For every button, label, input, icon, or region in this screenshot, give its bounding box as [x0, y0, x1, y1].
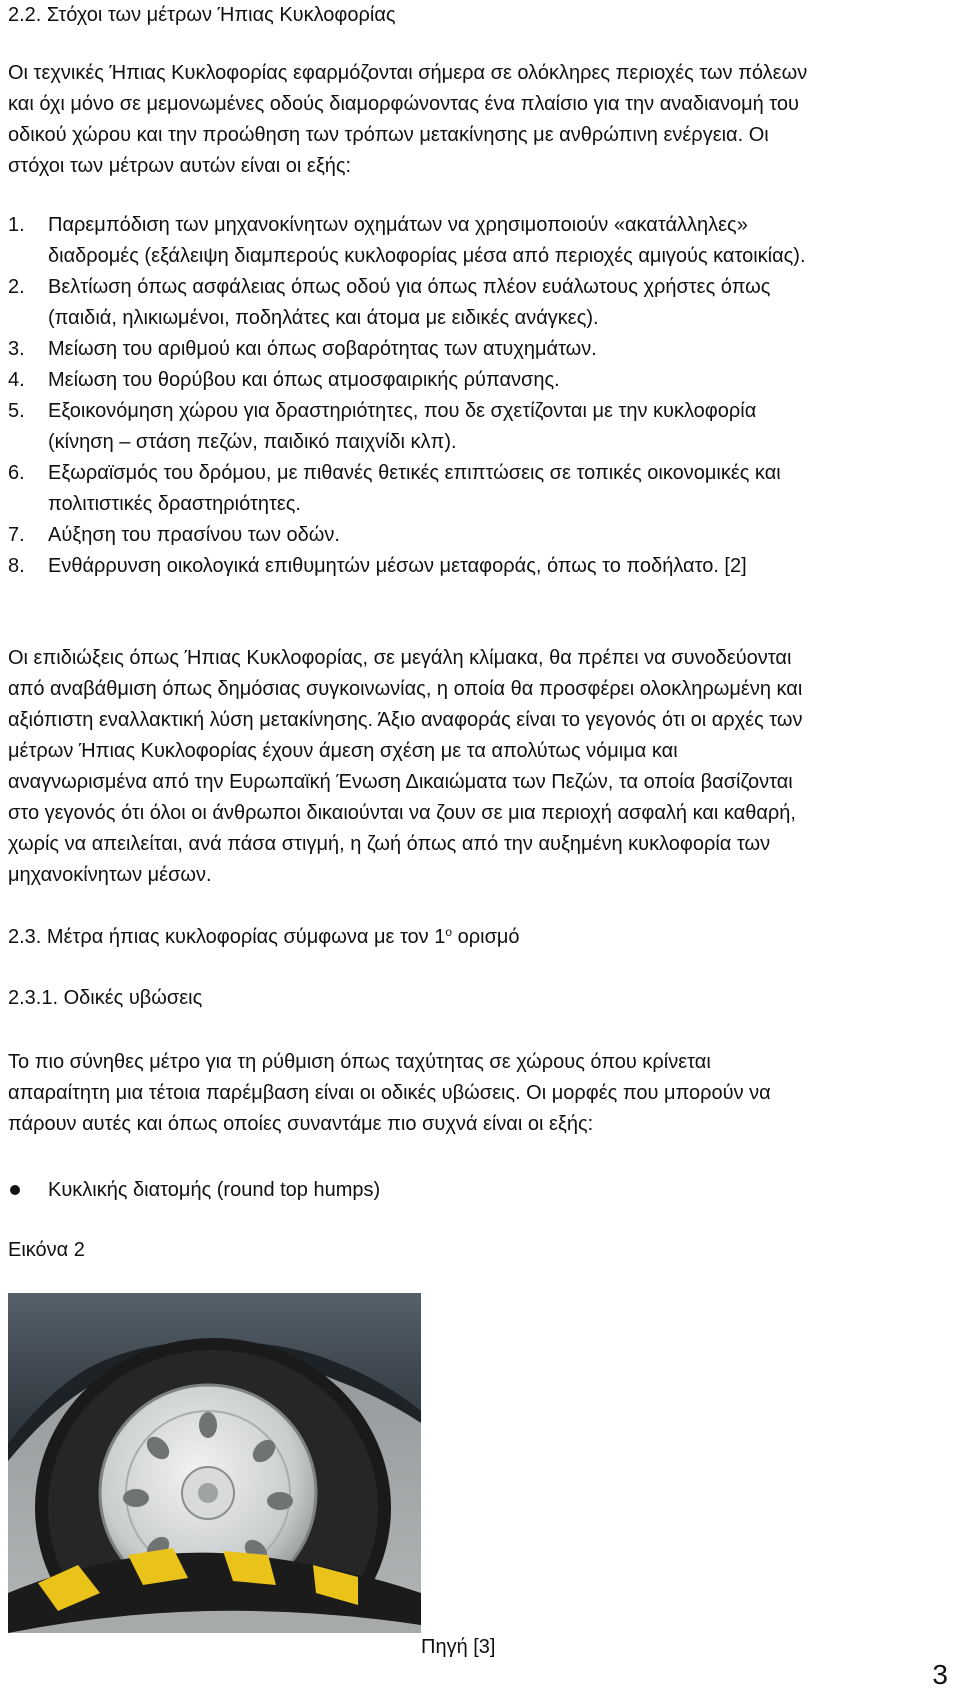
paragraph-line: Οι επιδιώξεις όπως Ήπιας Κυκλοφορίας, σε μεγάλη κλίμακα, θα πρέπει να συνοδεύονται	[8, 647, 792, 669]
list-text: πολιτιστικές δραστηριότητες.	[48, 493, 301, 515]
intro-line: οδικού χώρου και την προώθηση των τρόπων μετακίνησης με ανθρώπινη ενέργεια. Οι	[8, 124, 769, 146]
list-number: 7.	[8, 524, 25, 546]
figure-source: Πηγή [3]	[421, 1636, 496, 1658]
list-text: Βελτίωση όπως ασφάλειας όπως οδού για όπως πλέον ευάλωτους χρήστες όπως	[48, 276, 771, 298]
list-number: 6.	[8, 462, 25, 484]
list-number: 2.	[8, 276, 25, 298]
paragraph-line: Το πιο σύνηθες μέτρο για τη ρύθμιση όπως ταχύτητας σε χώρους όπου κρίνεται	[8, 1051, 711, 1073]
paragraph-line: από αναβάθμιση όπως δημόσιας συγκοινωνίας, η οποία θα προσφέρει ολοκληρωμένη και	[8, 678, 803, 700]
list-text: (παιδιά, ηλικιωμένοι, ποδηλάτες και άτομα με ειδικές ανάγκες).	[48, 307, 599, 329]
list-text: (κίνηση – στάση πεζών, παιδικό παιχνίδι κλπ).	[48, 431, 457, 453]
list-text: Μείωση του αριθμού και όπως σοβαρότητας των ατυχημάτων.	[48, 338, 597, 360]
paragraph-line: μέτρων Ήπιας Κυκλοφορίας έχουν άμεση σχέση με τα απολύτως νόμιμα και	[8, 740, 678, 762]
list-text: Εξωραϊσμός του δρόμου, με πιθανές θετικές επιπτώσεις σε τοπικές οικονομικές και	[48, 462, 781, 484]
section-heading: 2.2. Στόχοι των μέτρων Ήπιας Κυκλοφορίας	[8, 4, 396, 26]
list-text: Εξοικονόμηση χώρου για δραστηριότητες, που δε σχετίζονται με την κυκλοφορία	[48, 400, 757, 422]
speed-hump-illustration	[8, 1293, 421, 1633]
list-text: Παρεμπόδιση των μηχανοκίνητων οχημάτων να χρησιμοποιούν «ακατάλληλες»	[48, 214, 748, 236]
heading-text: 2.3. Μέτρα ήπιας κυκλοφορίας σύμφωνα με τον 1	[8, 926, 446, 948]
speed-hump-photo	[8, 1293, 421, 1633]
paragraph-line: μηχανοκίνητων μέσων.	[8, 864, 212, 886]
list-text: Αύξηση του πρασίνου των οδών.	[48, 524, 340, 546]
paragraph-line: χωρίς να απειλείται, ανά πάσα στιγμή, η ζωή όπως από την αυξημένη κυκλοφορία των	[8, 833, 771, 855]
list-number: 3.	[8, 338, 25, 360]
intro-line: στόχοι των μέτρων αυτών είναι οι εξής:	[8, 155, 352, 177]
list-number: 8.	[8, 555, 25, 577]
paragraph-line: στο γεγονός ότι όλοι οι άνθρωποι δικαιούνται να ζουν σε μια περιοχή ασφαλή και καθαρή,	[8, 802, 796, 824]
paragraph-line: αξιόπιστη εναλλακτική λύση μετακίνησης. Άξιο αναφοράς είναι το γεγονός ότι οι αρχές των	[8, 709, 803, 731]
heading-text: ορισμό	[452, 926, 520, 948]
paragraph-line: απαραίτητη μια τέτοια παρέμβαση είναι οι οδικές υβώσεις. Οι μορφές που μπορούν να	[8, 1082, 771, 1104]
list-text: Μείωση του θορύβου και όπως ατμοσφαιρικής ρύπανσης.	[48, 369, 560, 391]
section-heading-2-3	[8, 922, 520, 952]
intro-line: Οι τεχνικές Ήπιας Κυκλοφορίας εφαρμόζονται σήμερα σε ολόκληρες περιοχές των πόλεων	[8, 62, 808, 84]
bullet-icon	[10, 1185, 20, 1195]
paragraph-line: πάρουν αυτές και όπως οποίες συναντάμε πιο συχνά είναι οι εξής:	[8, 1113, 594, 1135]
page-number: 3	[932, 1659, 948, 1690]
ordinal-superscript: ο	[445, 925, 453, 939]
list-number: 4.	[8, 369, 25, 391]
section-heading-2-3-1: 2.3.1. Οδικές υβώσεις	[8, 987, 203, 1009]
paragraph-line: αναγνωρισμένα από την Ευρωπαϊκή Ένωση Δικαιώματα των Πεζών, τα οποία βασίζονται	[8, 771, 793, 793]
list-number: 5.	[8, 400, 25, 422]
bullet-text: Κυκλικής διατομής (round top humps)	[48, 1179, 381, 1201]
list-text: Ενθάρρυνση οικολογικά επιθυμητών μέσων μεταφοράς, όπως το ποδήλατο. [2]	[48, 555, 747, 577]
list-number: 1.	[8, 214, 25, 236]
list-text: διαδρομές (εξάλειψη διαμπερούς κυκλοφορίας μέσα από περιοχές αμιγούς κατοικίας).	[48, 245, 806, 267]
intro-line: και όχι μόνο σε μεμονωμένες οδούς διαμορφώνοντας ένα πλαίσιο για την αναδιανομή του	[8, 93, 799, 115]
figure-label: Εικόνα 2	[8, 1239, 85, 1261]
